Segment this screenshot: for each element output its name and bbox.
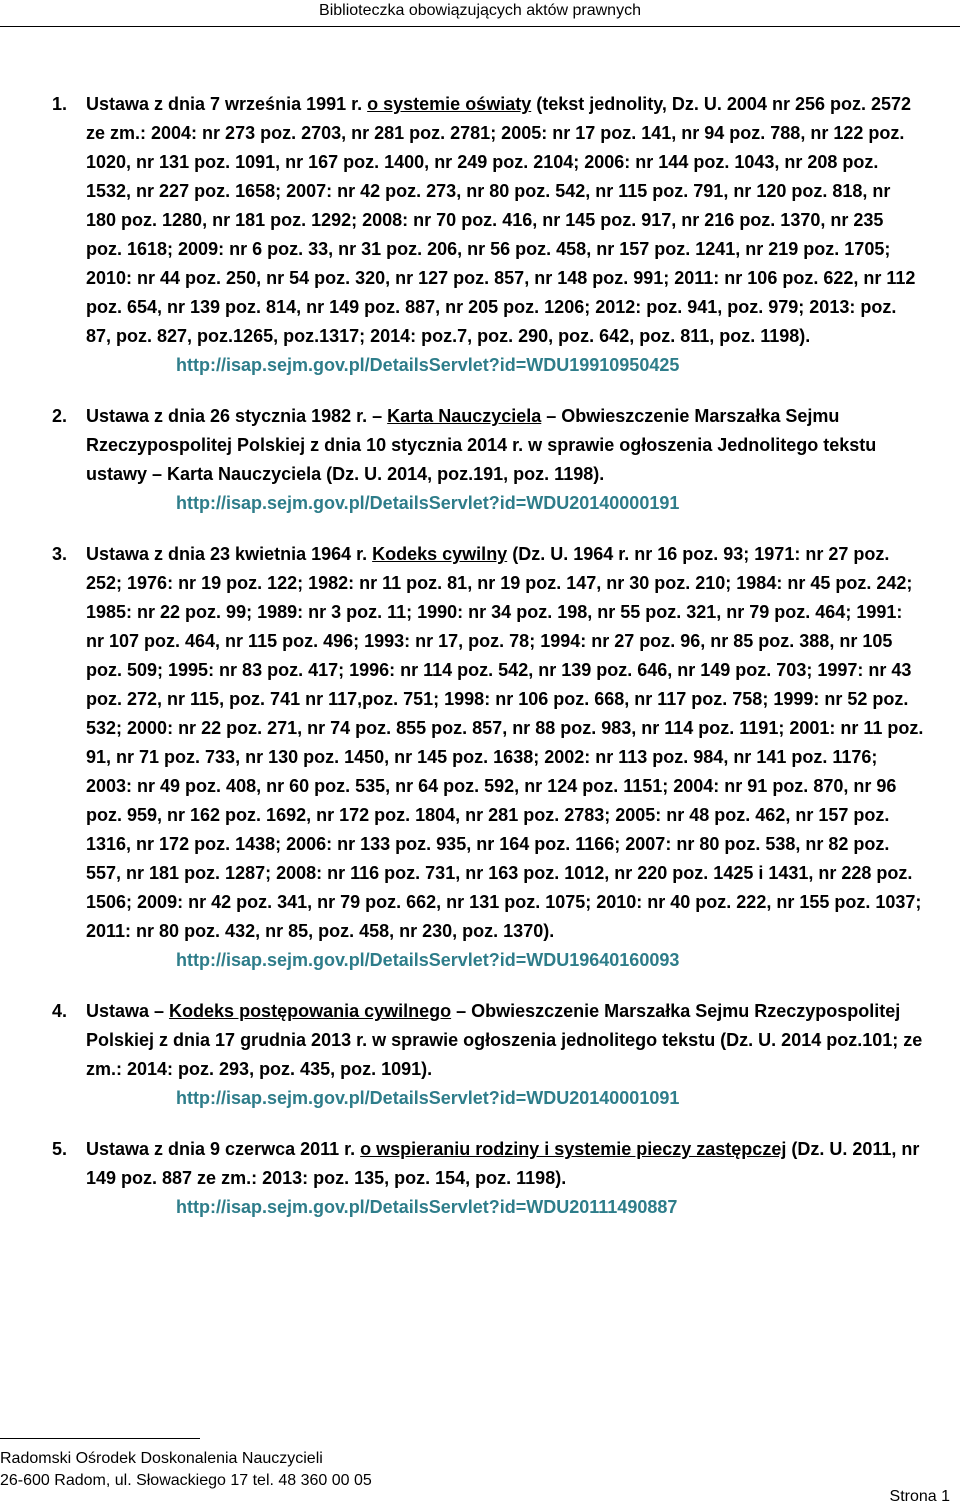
- item-lead: Ustawa z dnia 7 września 1991 r.: [86, 94, 368, 114]
- list-item: [52, 540, 924, 975]
- item-lead: Ustawa z dnia 9 czerwca 2011 r.: [86, 1139, 361, 1159]
- item-title: Kodeks cywilny: [372, 544, 508, 564]
- isap-link[interactable]: http://isap.sejm.gov.pl/DetailsServlet?id=WDU19910950425: [176, 355, 680, 375]
- document-body: [52, 90, 924, 1244]
- item-details: – Obwieszczenie Marszałka Sejmu Rzeczypospolitej Polskiej z dnia 10 stycznia 2014 r. w sprawie ogłoszenia Jednolitego tekstu ustawy – Karta Nauczyciela (Dz. U. 2014, poz.191, poz. 1198).: [86, 406, 877, 484]
- footer-address: 26-600 Radom, ul. Słowackiego 17 tel. 48 360 00 05: [0, 1472, 372, 1489]
- item-details: (tekst jednolity, Dz. U. 2004 nr 256 poz. 2572 ze zm.: 2004: nr 273 poz. 2703, nr 281 poz. 2781; 2005: nr 17 poz. 141, nr 94 poz. 788, nr 122 poz. 1020, nr 131 poz. 1091, nr 167 poz. 1400, nr 249 poz. 2104; 2006: nr 144 poz. 1043, nr 208 poz. 1532, nr 227 poz. 1658; 2007: nr 42 poz. 273, nr 80 poz. 542, nr 115 poz. 791, nr 120 poz. 818, nr 180 poz. 1280, nr 181 poz. 1292; 2008: nr 70 poz. 416, nr 145 poz. 917, nr 216 poz. 1370, nr 235 poz. 1618; 2009: nr 6 poz. 33, nr 31 poz. 206, nr 56 poz. 458, nr 157 poz. 1241, nr 219 poz. 1705; 2010: nr 44 poz. 250, nr 54 poz. 320, nr 127 poz. 857, nr 148 poz. 991; 2011: nr 106 poz. 622, nr 112 poz. 654, nr 139 poz. 814, nr 149 poz. 887, nr 205 poz. 1206; 2012: poz. 941, poz. 979; 2013: poz. 87, poz. 827, poz.1265, poz.1317; 2014: poz.7, poz. 290, poz. 642, poz. 811, poz. 1198).: [86, 94, 916, 346]
- item-details: – Obwieszczenie Marszałka Sejmu Rzeczypospolitej Polskiej z dnia 17 grudnia 2013 r. w sprawie ogłoszenia jednolitego tekstu (Dz. U. 2014 poz.101; ze zm.: 2014: poz. 293, poz. 435, poz. 1091).: [86, 1001, 923, 1079]
- item-lead: Ustawa –: [86, 1001, 170, 1021]
- isap-link[interactable]: http://isap.sejm.gov.pl/DetailsServlet?id=WDU20140000191: [176, 493, 680, 513]
- footer-divider: [0, 1438, 200, 1439]
- item-title: Kodeks postępowania cywilnego: [169, 1001, 452, 1021]
- item-title: o wspieraniu rodziny i systemie pieczy zastępczej: [360, 1139, 787, 1159]
- isap-link[interactable]: http://isap.sejm.gov.pl/DetailsServlet?id=WDU20140001091: [176, 1088, 680, 1108]
- item-number: 4.: [52, 1001, 68, 1021]
- item-number: 1.: [52, 94, 68, 114]
- list-item: [52, 402, 924, 518]
- item-number: 5.: [52, 1139, 68, 1159]
- page-number: Strona 1: [889, 1488, 950, 1505]
- item-lead: Ustawa z dnia 23 kwietnia 1964 r.: [86, 544, 373, 564]
- page-footer: [0, 1448, 372, 1492]
- isap-link[interactable]: http://isap.sejm.gov.pl/DetailsServlet?id=WDU20111490887: [176, 1197, 678, 1217]
- header-title: Biblioteczka obowiązujących aktów prawnych: [319, 2, 641, 19]
- item-details: (Dz. U. 2011, nr 149 poz. 887 ze zm.: 2013: poz. 135, poz. 154, poz. 1198).: [86, 1139, 920, 1188]
- footer-institution: Radomski Ośrodek Doskonalenia Nauczycieli: [0, 1450, 323, 1467]
- list-item: [52, 90, 924, 380]
- list-item: [52, 997, 924, 1113]
- item-number: 2.: [52, 406, 68, 426]
- item-details: (Dz. U. 1964 r. nr 16 poz. 93; 1971: nr 27 poz. 252; 1976: nr 19 poz. 122; 1982: nr 11 poz. 81, nr 19 poz. 147, nr 30 poz. 210; 1984: nr 45 poz. 242; 1985: nr 22 poz. 99; 1989: nr 3 poz. 11; 1990: nr 34 poz. 198, nr 55 poz. 321, nr 79 poz. 464; 1991: nr 107 poz. 464, nr 115 poz. 496; 1993: nr 17, poz. 78; 1994: nr 27 poz. 96, nr 85 poz. 388, nr 105 poz. 509; 1995: nr 83 poz. 417; 1996: nr 114 poz. 542, nr 139 poz. 646, nr 149 poz. 703; 1997: nr 43 poz. 272, nr 115, poz. 741 nr 117,poz. 751; 1998: nr 106 poz. 668, nr 117 poz. 758; 1999: nr 52 poz. 532; 2000: nr 22 poz. 271, nr 74 poz. 855 poz. 857, nr 88 poz. 983, nr 114 poz. 1191; 2001: nr 11 poz. 91, nr 71 poz. 733, nr 130 poz. 1450, nr 145 poz. 1638; 2002: nr 113 poz. 984, nr 141 poz. 1176; 2003: nr 49 poz. 408, nr 60 poz. 535, nr 64 poz. 592, nr 124 poz. 1151; 2004: nr 91 poz. 870, nr 96 poz. 959, nr 162 poz. 1692, nr 172 poz. 1804, nr 281 poz. 2783; 2005: nr 48 poz. 462, nr 157 poz. 1316, nr 172 poz. 1438; 2006: nr 133 poz. 935, nr 164 poz. 1166; 2007: nr 80 poz. 538, nr 82 poz. 557, nr 181 poz. 1287; 2008: nr 116 poz. 731, nr 163 poz. 1012, nr 220 poz. 1425 i 1431, nr 228 poz. 1506; 2009: nr 42 poz. 341, nr 79 poz. 662, nr 131 poz. 1075; 2010: nr 40 poz. 222, nr 155 poz. 1037; 2011: nr 80 poz. 432, nr 85, poz. 458, nr 230, poz. 1370).: [86, 544, 924, 941]
- item-number: 3.: [52, 544, 68, 564]
- isap-link[interactable]: http://isap.sejm.gov.pl/DetailsServlet?id=WDU19640160093: [176, 950, 680, 970]
- item-lead: Ustawa z dnia 26 stycznia 1982 r. –: [86, 406, 388, 426]
- item-title: Karta Nauczyciela: [387, 406, 542, 426]
- list-item: [52, 1135, 924, 1222]
- item-title: o systemie oświaty: [367, 94, 532, 114]
- running-header: [0, 0, 960, 27]
